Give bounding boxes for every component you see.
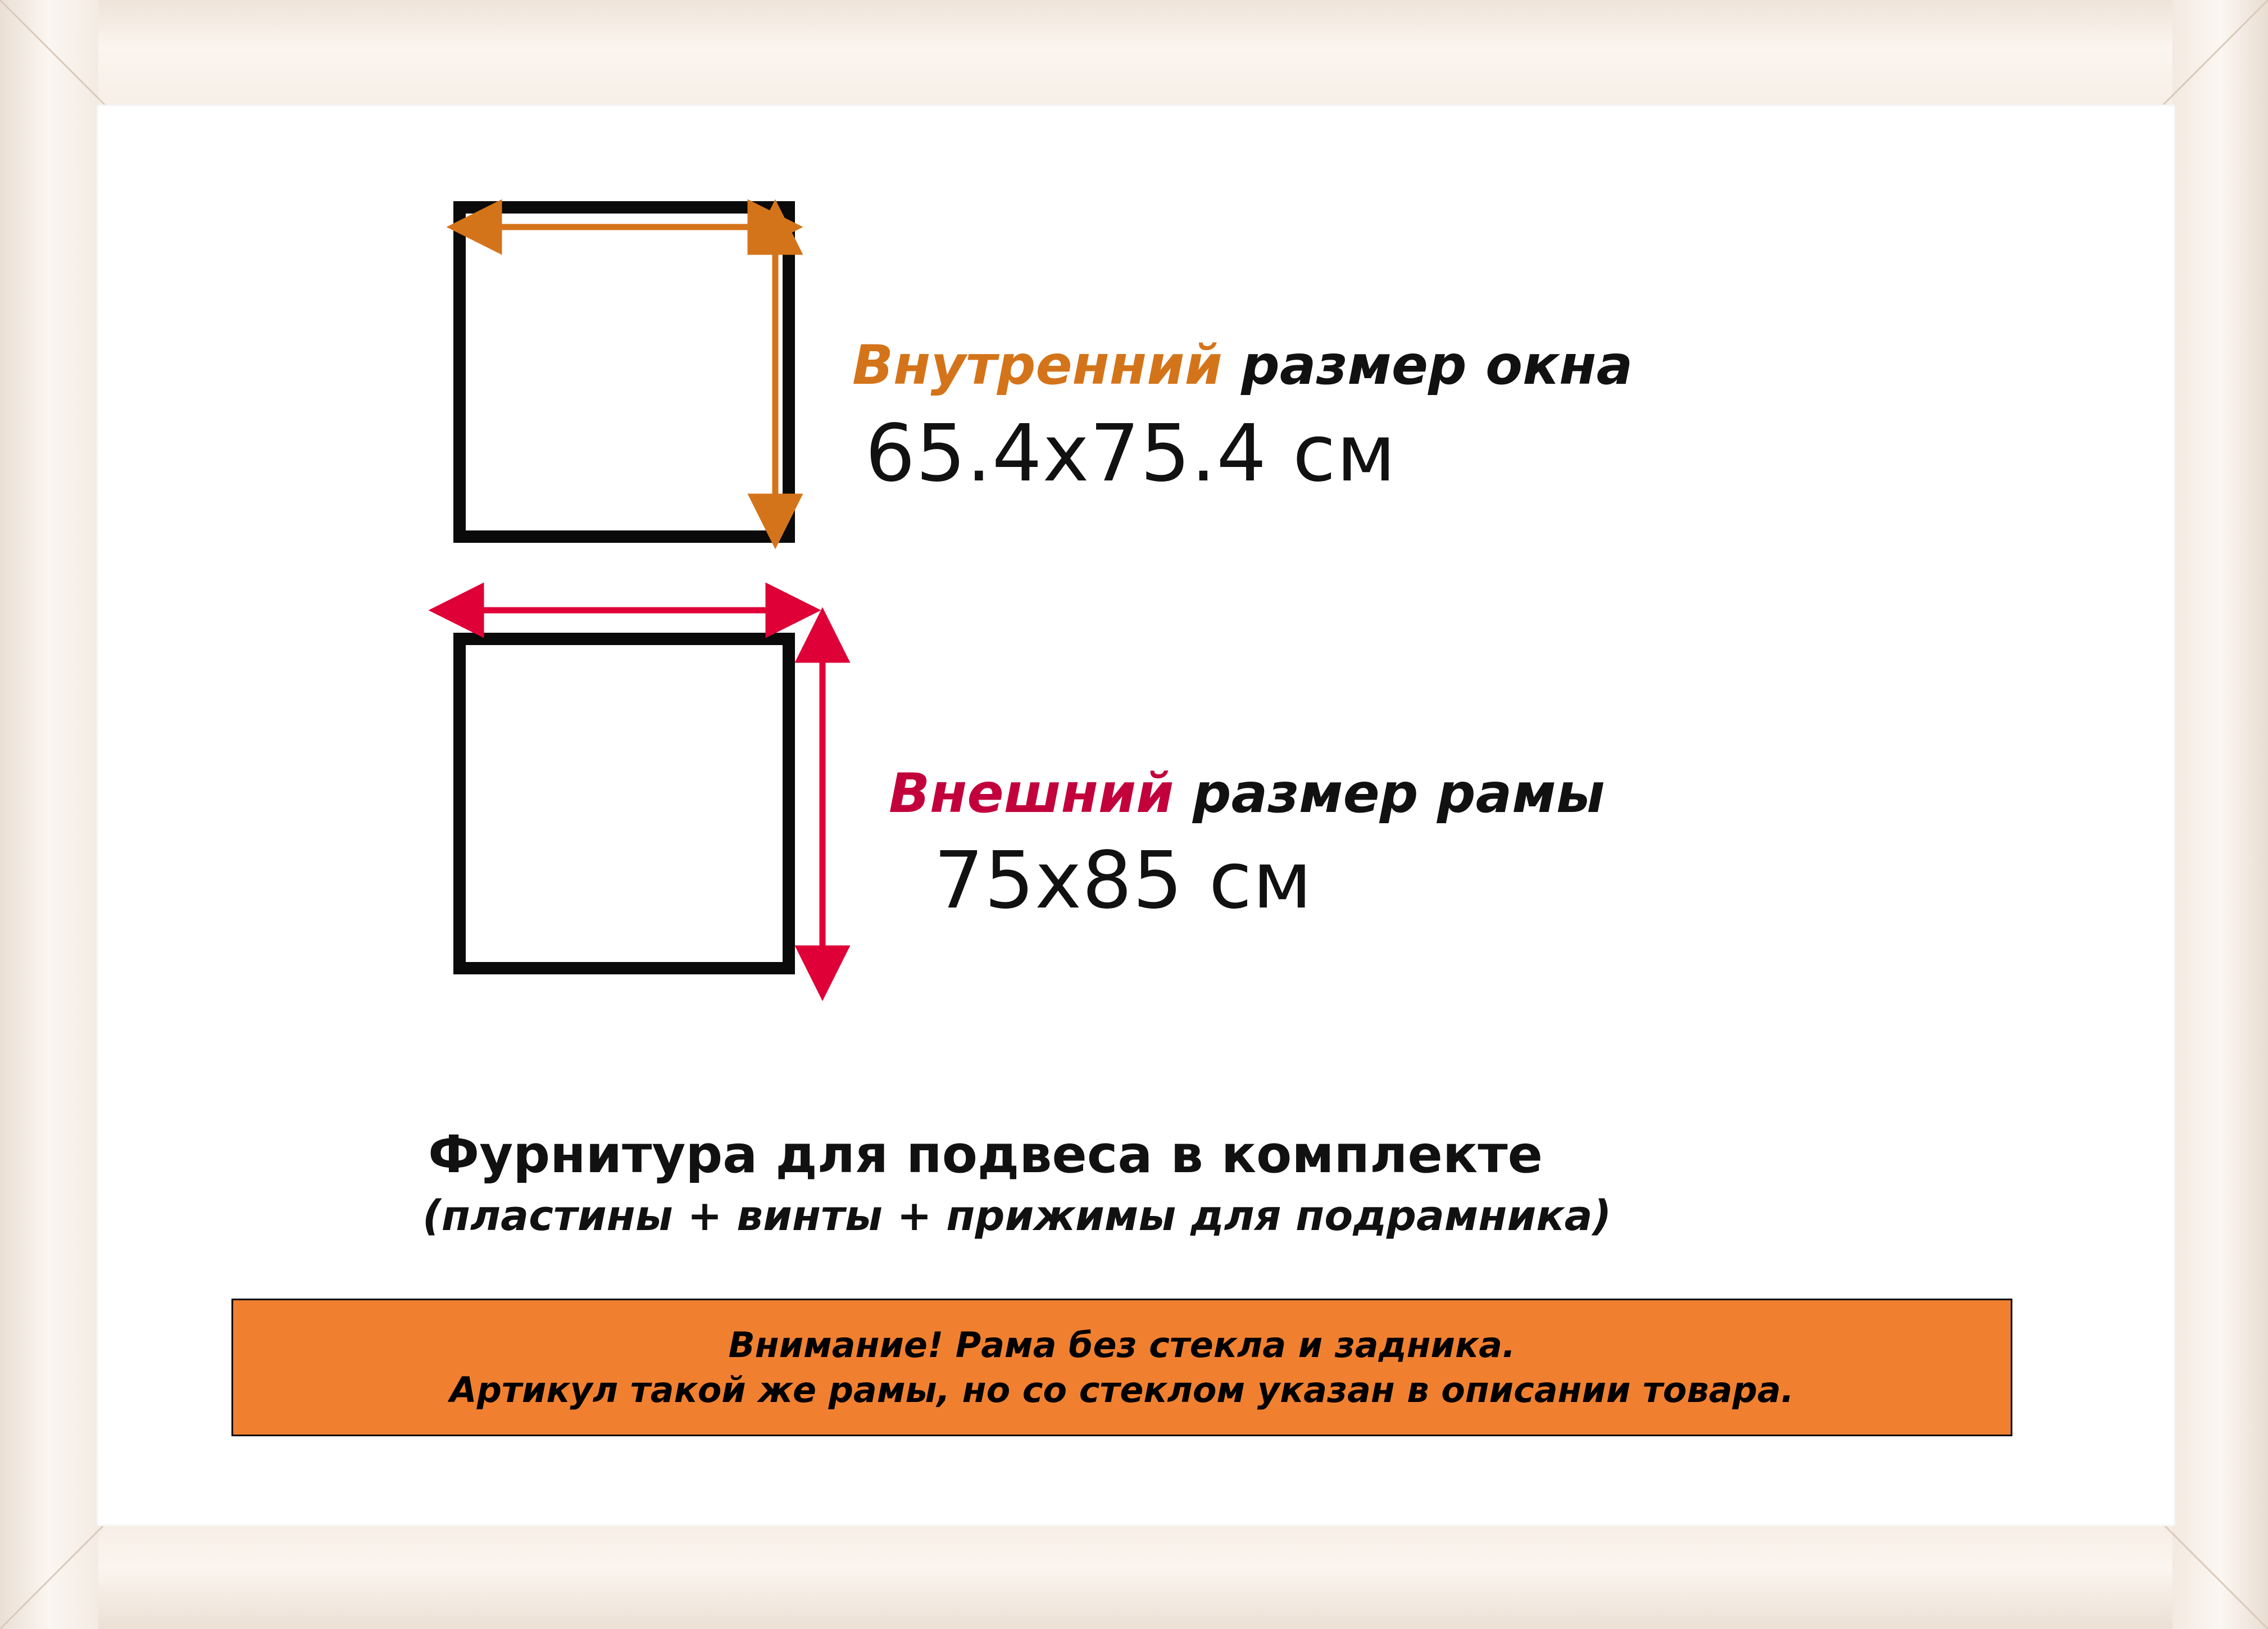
outer-size-title-rest: размер рамы bbox=[1174, 762, 1605, 825]
inner-size-value: 65.4х75.4 см bbox=[865, 408, 1397, 500]
warning-banner bbox=[231, 1299, 2012, 1436]
outer-size-square bbox=[453, 633, 795, 974]
outer-size-title-accent: Внешний bbox=[889, 762, 1174, 825]
frame-bevel-top bbox=[0, 0, 2268, 107]
inner-size-title bbox=[852, 334, 1633, 397]
warning-banner-line2: Артикул такой же рамы, но со стеклом указан в описании товара. bbox=[449, 1369, 1794, 1410]
diagram-canvas bbox=[97, 105, 2175, 1526]
warning-banner-line1: Внимание! Рама без стекла и задника. bbox=[728, 1324, 1516, 1366]
hardware-note-line2: (пластины + винты + прижимы для подрамника) bbox=[422, 1192, 1612, 1240]
frame-bevel-bottom bbox=[0, 1517, 2268, 1629]
inner-size-title-rest: размер окна bbox=[1222, 334, 1633, 397]
frame-bevel-left bbox=[0, 0, 98, 1629]
inner-size-title-accent: Внутренний bbox=[852, 334, 1222, 397]
hardware-note-line1: Фурнитура для подвеса в комплекте bbox=[428, 1124, 1543, 1185]
inner-size-square bbox=[453, 201, 795, 543]
frame-bevel-right bbox=[2172, 0, 2268, 1629]
outer-size-title bbox=[889, 762, 1605, 825]
outer-size-value: 75х85 см bbox=[934, 835, 1313, 927]
